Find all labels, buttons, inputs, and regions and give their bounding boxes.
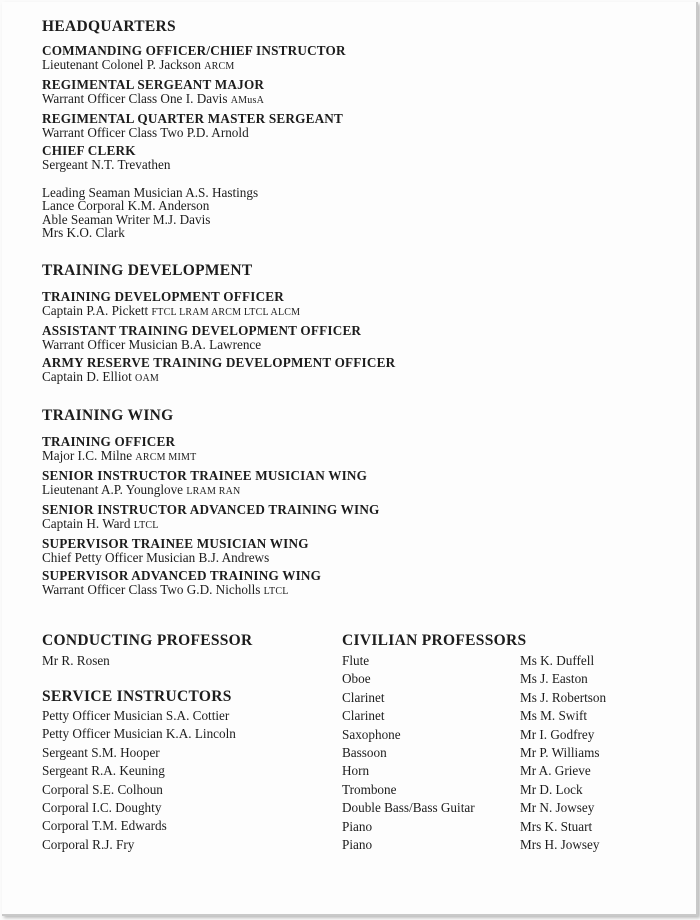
section-heading: CONDUCTING PROFESSOR <box>42 632 253 649</box>
professor-name: Mrs K. Stuart <box>520 818 593 834</box>
conducting-professor-section <box>42 632 332 670</box>
section-heading: HEADQUARTERS <box>42 18 176 35</box>
post-entry <box>42 78 642 108</box>
post-holder <box>42 158 642 172</box>
post-entry <box>42 112 642 140</box>
post-nominals: FTCL LRAM ARCM LTCL ALCM <box>151 307 301 318</box>
staff-member: Mrs K.O. Clark <box>42 225 125 241</box>
holder-name: Warrant Officer Class Two G.D. Nicholls <box>42 582 261 597</box>
holder-name: Warrant Officer Class Two P.D. Arnold <box>42 125 249 140</box>
post-entry <box>42 569 642 599</box>
instructor-name: Petty Officer Musician S.A. Cottier <box>42 708 230 723</box>
holder-name: Lieutenant A.P. Younglove <box>42 482 184 497</box>
post-entry <box>42 290 642 320</box>
professor-row <box>342 670 672 688</box>
post-holder <box>42 483 642 499</box>
instrument-name: Trombone <box>342 781 397 797</box>
professor-row <box>342 799 672 817</box>
professor-name: Mrs H. Jowsey <box>520 836 600 852</box>
instrument-name: Flute <box>342 653 370 668</box>
post-holder <box>42 304 642 320</box>
post-holder <box>42 338 642 352</box>
professor-name: Mr R. Rosen <box>42 653 110 668</box>
holder-name: Lieutenant Colonel P. Jackson <box>42 57 201 72</box>
post-entry <box>42 435 642 465</box>
professor-row <box>342 762 672 780</box>
professor-row <box>342 689 672 707</box>
professor-name: Mr N. Jowsey <box>520 800 595 816</box>
service-instructors-section <box>42 688 332 854</box>
post-holder <box>42 92 642 108</box>
civilian-list <box>342 652 672 854</box>
professor-name: Ms J. Easton <box>520 671 588 687</box>
professor-name: Mr P. Williams <box>520 744 600 760</box>
post-entry <box>42 537 642 565</box>
holder-name: Captain P.A. Pickett <box>42 303 149 318</box>
instrument-name: Clarinet <box>342 689 385 705</box>
instructor-name: Corporal T.M. Edwards <box>42 818 167 834</box>
post-title: ARMY RESERVE TRAINING DEVELOPMENT OFFICER <box>42 355 396 370</box>
post-title: REGIMENTAL QUARTER MASTER SERGEANT <box>42 111 344 126</box>
professor-row <box>342 652 672 670</box>
professor-name: Mr A. Grieve <box>520 763 591 779</box>
post-holder <box>42 583 642 599</box>
post-holder <box>42 370 642 386</box>
staff-member: Leading Seaman Musician A.S. Hastings <box>42 185 259 200</box>
instructor-name: Corporal R.J. Fry <box>42 836 135 852</box>
instructor-name: Sergeant S.M. Hooper <box>42 744 160 760</box>
post-title: REGIMENTAL SERGEANT MAJOR <box>42 77 265 92</box>
section-heading: SERVICE INSTRUCTORS <box>42 688 232 705</box>
post-holder <box>42 449 642 465</box>
holder-name: Warrant Officer Class One I. Davis <box>42 91 228 106</box>
professor-row <box>342 818 672 836</box>
professor-name: Ms M. Swift <box>520 708 588 724</box>
instrument-name: Horn <box>342 763 370 779</box>
civilian-professors-section <box>342 632 672 854</box>
post-title: CHIEF CLERK <box>42 143 136 158</box>
section-heading: TRAINING DEVELOPMENT <box>42 262 253 279</box>
headquarters-section <box>42 18 642 240</box>
post-nominals: OAM <box>135 373 159 384</box>
post-holder <box>42 126 642 140</box>
holder-name: Captain H. Ward <box>42 516 131 531</box>
post-title: SENIOR INSTRUCTOR ADVANCED TRAINING WING <box>42 502 380 517</box>
post-title: TRAINING OFFICER <box>42 434 176 449</box>
instrument-name: Clarinet <box>342 708 385 724</box>
instructor-name: Petty Officer Musician K.A. Lincoln <box>42 726 236 742</box>
staff-member: Able Seaman Writer M.J. Davis <box>42 211 211 227</box>
post-entry <box>42 144 642 172</box>
holder-name: Chief Petty Officer Musician B.J. Andrews <box>42 550 270 565</box>
training-development-section <box>42 262 642 386</box>
instrument-name: Piano <box>342 836 373 852</box>
instrument-name: Piano <box>342 818 373 834</box>
professor-name: Ms J. Robertson <box>520 689 607 705</box>
post-entry <box>42 503 642 533</box>
holder-name: Warrant Officer Musician B.A. Lawrence <box>42 337 262 352</box>
programme-page <box>2 2 698 916</box>
holder-name: Sergeant N.T. Trevathen <box>42 157 171 172</box>
post-holder <box>42 551 642 565</box>
section-heading: TRAINING WING <box>42 407 174 424</box>
post-nominals: LTCL <box>263 586 289 597</box>
instructor-name: Corporal S.E. Colhoun <box>42 781 163 797</box>
section-heading: CIVILIAN PROFESSORS <box>342 632 527 649</box>
instrument-name: Saxophone <box>342 726 401 742</box>
post-title: TRAINING DEVELOPMENT OFFICER <box>42 289 285 304</box>
staff-list <box>42 186 642 240</box>
professor-name: Ms K. Duffell <box>520 653 595 668</box>
training-wing-section <box>42 407 642 599</box>
post-entry <box>42 469 642 499</box>
professor-row <box>342 744 672 762</box>
instrument-name: Bassoon <box>342 744 387 760</box>
post-nominals: AMusA <box>230 95 264 106</box>
post-title: SUPERVISOR TRAINEE MUSICIAN WING <box>42 536 309 551</box>
post-entry <box>42 324 642 352</box>
professor-row <box>342 836 672 854</box>
professor-row <box>342 781 672 799</box>
instrument-name: Double Bass/Bass Guitar <box>342 800 475 816</box>
post-entry <box>42 44 642 74</box>
post-title: SENIOR INSTRUCTOR TRAINEE MUSICIAN WING <box>42 468 368 483</box>
post-title: ASSISTANT TRAINING DEVELOPMENT OFFICER <box>42 323 362 338</box>
instructors-list <box>42 707 332 854</box>
instrument-name: Oboe <box>342 671 371 687</box>
post-holder <box>42 517 642 533</box>
post-nominals: LTCL <box>133 520 159 531</box>
staff-member: Lance Corporal K.M. Anderson <box>42 198 210 214</box>
post-nominals: LRAM RAN <box>186 486 241 497</box>
post-title: COMMANDING OFFICER/CHIEF INSTRUCTOR <box>42 43 346 58</box>
instructor-name: Sergeant R.A. Keuning <box>42 763 165 779</box>
instructor-name: Corporal I.C. Doughty <box>42 799 162 815</box>
post-nominals: ARCM <box>204 61 235 72</box>
professor-name: Mr I. Godfrey <box>520 726 595 742</box>
holder-name: Captain D. Elliot <box>42 369 132 384</box>
post-nominals: ARCM MIMT <box>135 452 197 463</box>
professor-row <box>342 726 672 744</box>
holder-name: Major I.C. Milne <box>42 448 133 463</box>
post-title: SUPERVISOR ADVANCED TRAINING WING <box>42 568 322 583</box>
post-entry <box>42 356 642 386</box>
professor-name: Mr D. Lock <box>520 781 583 797</box>
post-holder <box>42 58 642 74</box>
professor-row <box>342 707 672 725</box>
